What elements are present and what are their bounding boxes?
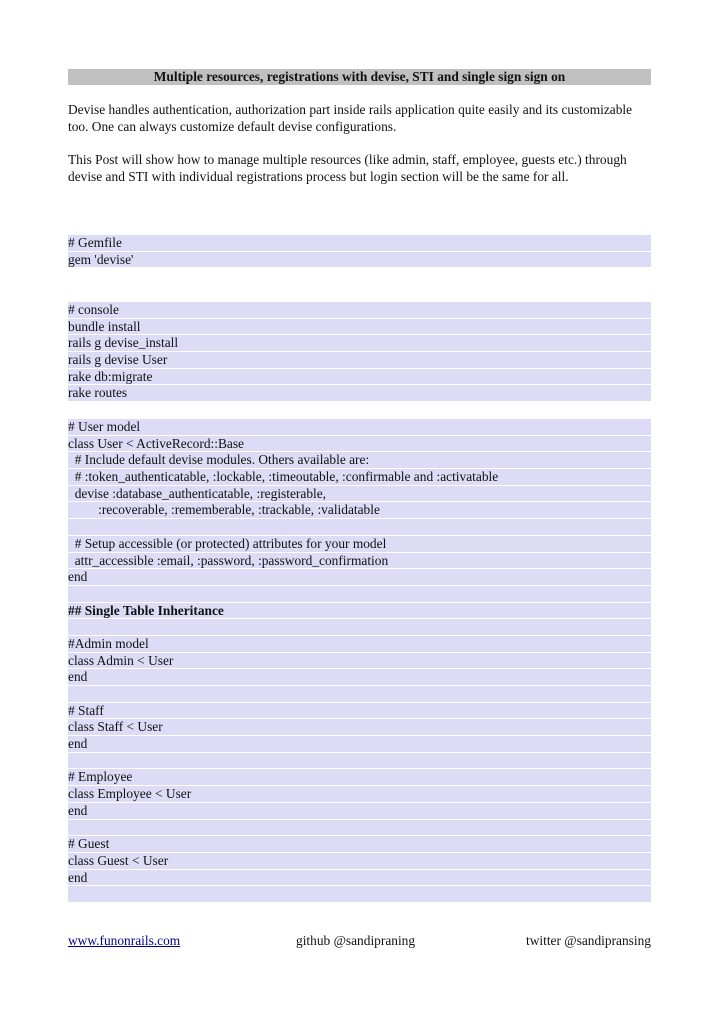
- site-link[interactable]: www.funonrails.com: [68, 933, 181, 948]
- intro-paragraph-2: This Post will show how to manage multiple resources (like admin, staff, employee, guests etc.) through devise and STI with individual registrations process but login section will be the same for all.: [68, 152, 627, 184]
- code-line: # Staff: [68, 703, 651, 720]
- gemfile-code-block: [68, 235, 651, 268]
- intro-paragraph-1: Devise handles authentication, authorization part inside rails application quite easily and its customizable too. One can always customize default devise configurations.: [68, 102, 633, 134]
- twitter-handle: twitter @sandipransing: [525, 933, 651, 948]
- code-line: # Employee: [68, 769, 651, 786]
- code-line: end: [68, 803, 651, 820]
- code-line: #Admin model: [68, 636, 651, 653]
- code-line: [68, 519, 651, 536]
- code-line: class Staff < User: [68, 719, 651, 736]
- code-line: :recoverable, :rememberable, :trackable, :validatable: [68, 502, 651, 519]
- code-line: devise :database_authenticatable, :registerable,: [68, 486, 651, 503]
- code-line: # :token_authenticatable, :lockable, :timeoutable, :confirmable and :activatable: [68, 469, 651, 486]
- code-line: bundle install: [68, 319, 651, 336]
- user-model-code-block: [68, 419, 651, 903]
- code-line: # Gemfile: [68, 235, 651, 252]
- code-line: class Employee < User: [68, 786, 651, 803]
- code-line: class User < ActiveRecord::Base: [68, 436, 651, 453]
- code-line: attr_accessible :email, :password, :password_confirmation: [68, 553, 651, 570]
- code-line: rake db:migrate: [68, 369, 651, 386]
- code-line: [68, 619, 651, 636]
- code-line: [68, 686, 651, 703]
- code-line: [68, 586, 651, 603]
- code-line: # Setup accessible (or protected) attributes for your model: [68, 536, 651, 553]
- code-line: gem 'devise': [68, 252, 651, 269]
- code-line: # Guest: [68, 836, 651, 853]
- code-line: end: [68, 870, 651, 887]
- code-line: [68, 753, 651, 770]
- code-line: # User model: [68, 419, 651, 436]
- code-line: class Guest < User: [68, 853, 651, 870]
- code-line: # Include default devise modules. Others available are:: [68, 452, 651, 469]
- code-line: end: [68, 736, 651, 753]
- code-line: end: [68, 669, 651, 686]
- code-line: rake routes: [68, 385, 651, 402]
- console-code-block: [68, 302, 651, 402]
- code-line: rails g devise_install: [68, 335, 651, 352]
- section-heading: ## Single Table Inheritance: [68, 603, 651, 620]
- code-line: end: [68, 569, 651, 586]
- github-handle: github @sandipraning: [296, 933, 416, 948]
- code-line: [68, 820, 651, 837]
- code-line: # console: [68, 302, 651, 319]
- page-footer: [68, 933, 651, 949]
- document-title: Multiple resources, registrations with devise, STI and single sign sign on: [68, 69, 651, 85]
- code-line: [68, 886, 651, 903]
- code-line: class Admin < User: [68, 653, 651, 670]
- code-line: rails g devise User: [68, 352, 651, 369]
